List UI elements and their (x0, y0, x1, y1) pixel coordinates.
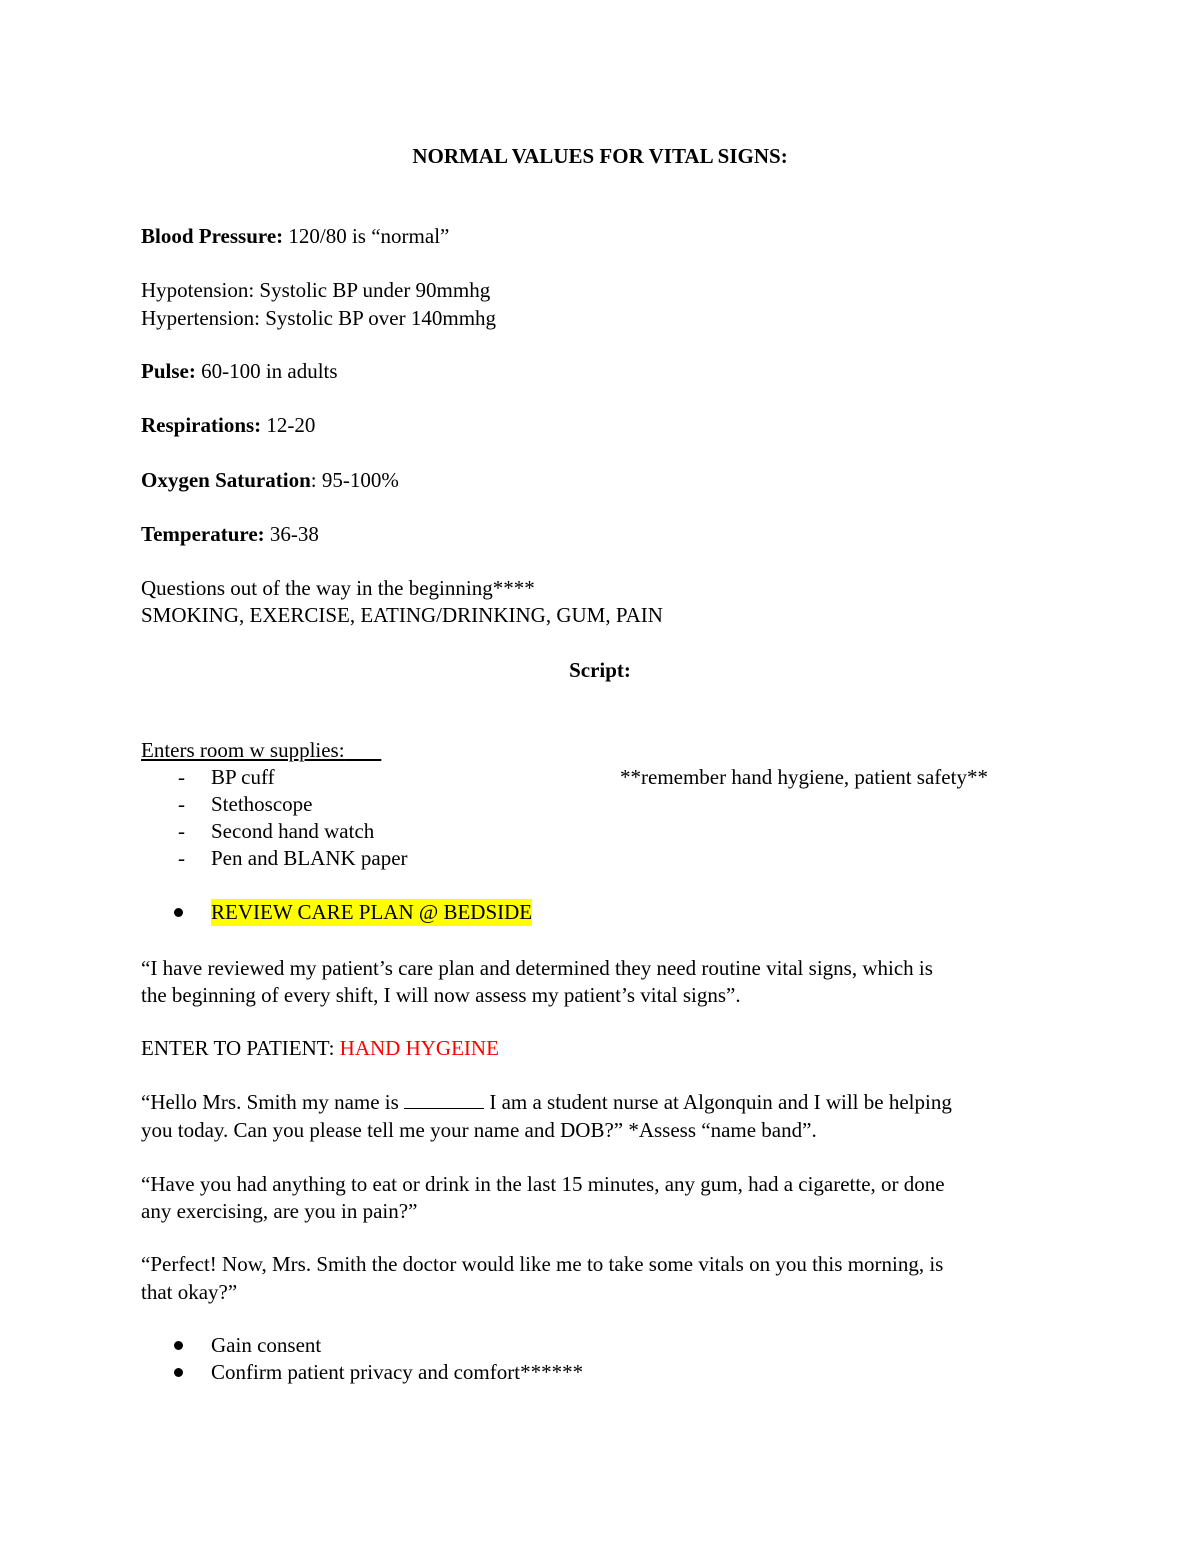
supply-bp-cuff: BP cuff (211, 765, 275, 789)
temperature-value: 36-38 (264, 522, 319, 546)
perfect-line-1: “Perfect! Now, Mrs. Smith the doctor would like me to take some vitals on you this morning, is (141, 1252, 944, 1276)
review-item (0, 899, 1200, 926)
blood-pressure-value: 120/80 is “normal” (283, 224, 450, 248)
gain-consent: Gain consent (211, 1333, 322, 1357)
pulse-value: 60-100 in adults (195, 359, 338, 383)
list-item (0, 818, 1200, 845)
blood-pressure-line (141, 223, 449, 250)
list-item (0, 1359, 1200, 1386)
questions-line-1: Questions out of the way in the beginning**** (141, 576, 535, 600)
pulse-label: Pulse: (141, 359, 196, 383)
review-quote-line-1: “I have reviewed my patient’s care plan and determined they need routine vital signs, which is (141, 956, 933, 980)
supplies-heading-text: Enters room w supplies: (141, 738, 345, 762)
supplies-heading (141, 737, 381, 764)
respirations-line (141, 412, 315, 439)
questions-line-2: SMOKING, EXERCISE, EATING/DRINKING, GUM, PAIN (141, 603, 663, 627)
supply-watch: Second hand watch (211, 819, 375, 843)
hello-pre: “Hello Mrs. Smith my name is (141, 1090, 405, 1114)
dash-marker: - (178, 765, 185, 789)
pulse-line (141, 358, 338, 385)
hypotension-line: Hypotension: Systolic BP under 90mmhg (141, 278, 491, 302)
review-care-plan: REVIEW CARE PLAN @ BEDSIDE (211, 900, 533, 924)
blood-pressure-label: Blood Pressure: (141, 224, 284, 248)
enter-patient-line (141, 1035, 499, 1062)
dash-marker: - (178, 846, 185, 870)
dash-marker: - (178, 792, 185, 816)
page-title: NORMAL VALUES FOR VITAL SIGNS: (412, 144, 788, 168)
list-item (0, 791, 1200, 818)
oxygen-line (141, 467, 399, 494)
enter-patient-label: ENTER TO PATIENT (141, 1036, 329, 1060)
perfect-line-2: that okay?” (141, 1280, 238, 1304)
hygiene-reminder: **remember hand hygiene, patient safety** (620, 765, 988, 789)
hypertension-line: Hypertension: Systolic BP over 140mmhg (141, 306, 497, 330)
supply-pen-paper: Pen and BLANK paper (211, 846, 408, 870)
list-item (0, 845, 1200, 872)
supplies-list (0, 764, 1200, 874)
respirations-value: 12-20 (261, 413, 316, 437)
confirm-privacy: Confirm patient privacy and comfort****** (211, 1360, 584, 1384)
dash-marker: - (178, 819, 185, 843)
list-item (0, 764, 1200, 791)
bullet-icon (174, 908, 183, 917)
review-quote-line-2: the beginning of every shift, I will now assess my patient’s vital signs”. (141, 983, 741, 1007)
oxygen-value: : 95-100% (310, 468, 399, 492)
list-item (0, 1332, 1200, 1359)
enter-colon: : (328, 1036, 340, 1060)
temperature-label: Temperature: (141, 522, 265, 546)
hello-line-1 (141, 1089, 952, 1116)
bullet-icon (174, 1341, 183, 1350)
script-heading: Script: (569, 658, 631, 682)
have-you-line-1: “Have you had anything to eat or drink in the last 15 minutes, any gum, had a cigarette, or done (141, 1172, 945, 1196)
hello-line-2: you today. Can you please tell me your name and DOB?” *Assess “name band”. (141, 1118, 817, 1142)
temperature-line (141, 521, 319, 548)
supply-stethoscope: Stethoscope (211, 792, 313, 816)
oxygen-label: Oxygen Saturation (141, 468, 311, 492)
hello-post: I am a student nurse at Algonquin and I will be helping (484, 1090, 952, 1114)
have-you-line-2: any exercising, are you in pain?” (141, 1199, 418, 1223)
bullet-icon (174, 1368, 183, 1377)
respirations-label: Respirations: (141, 413, 262, 437)
hand-hygiene-label: HAND HYGEINE (339, 1036, 499, 1060)
name-blank (404, 1090, 484, 1109)
